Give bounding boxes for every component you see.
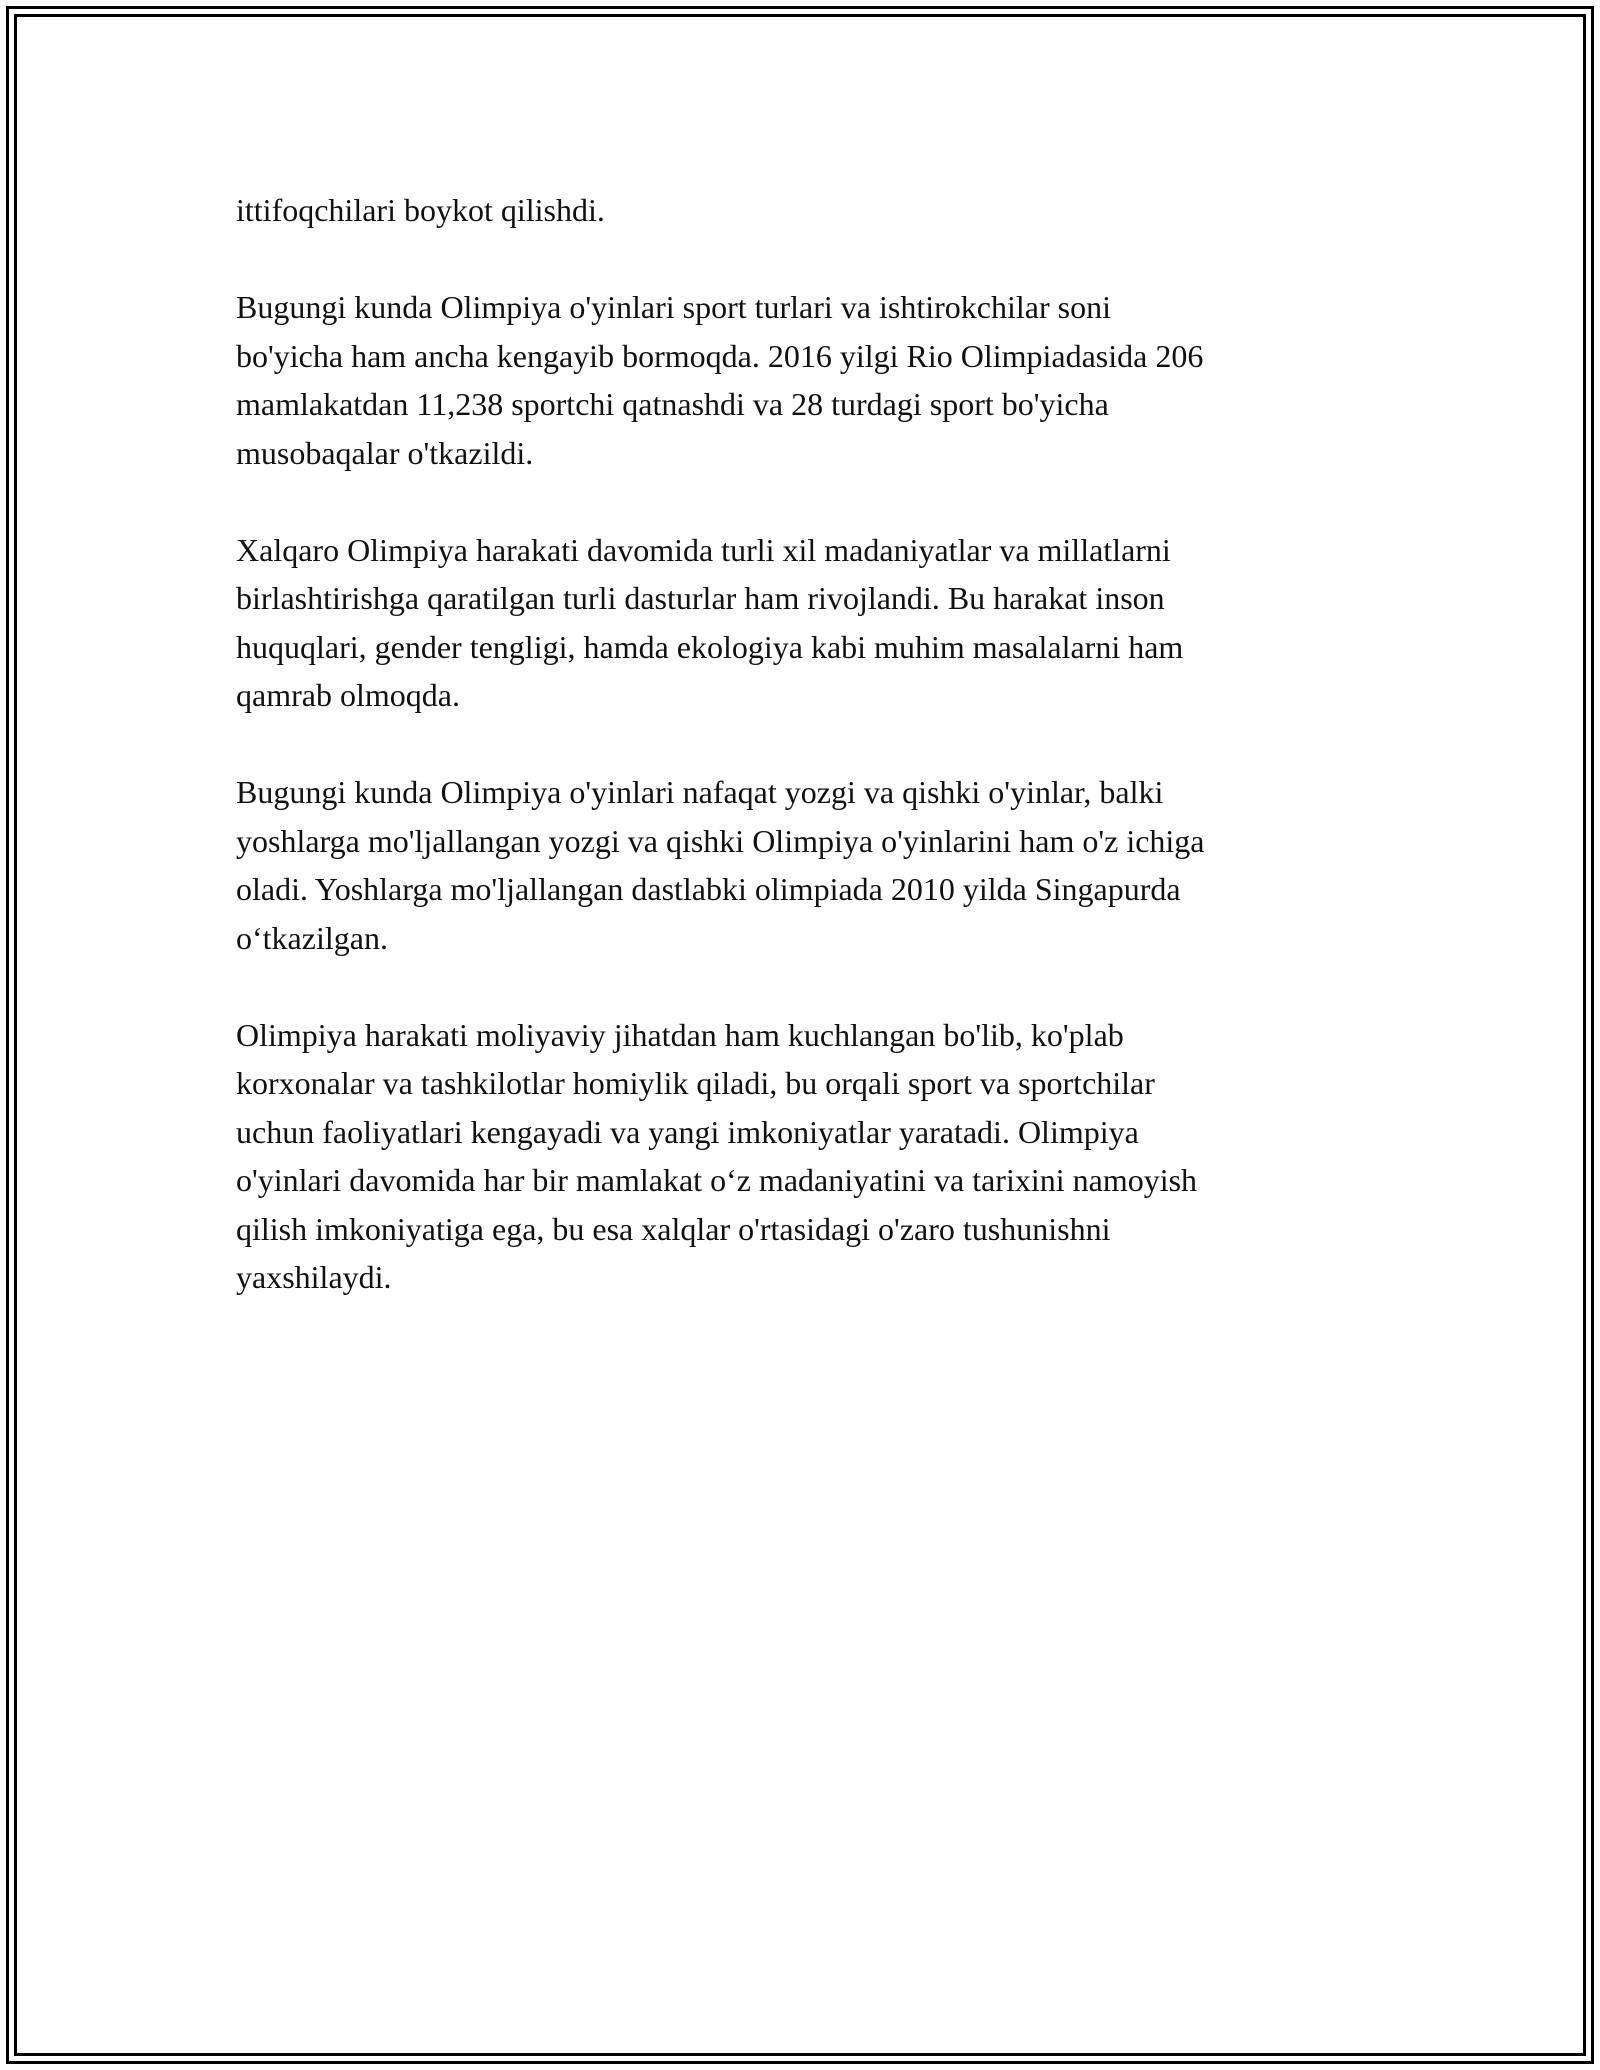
text-line: oladi. Yoshlarga mo'ljallangan dastlabki olimpiada 2010 yilda Singapurda <box>236 871 1181 907</box>
paragraph-3 <box>236 526 1366 720</box>
text-line: Bugungi kunda Olimpiya o'yinlari nafaqat yozgi va qishki o'yinlar, balki <box>236 774 1164 810</box>
text-line: Xalqaro Olimpiya harakati davomida turli xil madaniyatlar va millatlarni <box>236 531 1171 568</box>
text-line: yoshlarga mo'ljallangan yozgi va qishki Olimpiya o'yinlarini ham o'z ichiga <box>236 822 1205 859</box>
text-line: birlashtirishga qaratilgan turli dasturlar ham rivojlandi. Bu harakat inson <box>236 580 1165 616</box>
text-line: uchun faoliyatlari kengayadi va yangi imkoniyatlar yaratadi. Olimpiya <box>236 1113 1139 1150</box>
text-line: yaxshilaydi. <box>236 1259 392 1295</box>
text-line: Olimpiya harakati moliyaviy jihatdan ham kuchlangan bo'lib, ko'plab <box>236 1016 1124 1053</box>
text-line: o‘tkazilgan. <box>236 919 388 956</box>
text-line: Bugungi kunda Olimpiya o'yinlari sport turlari va ishtirokchilar soni <box>236 289 1111 325</box>
text-line: korxonalar va tashkilotlar homiylik qiladi, bu orqali sport va sportchilar <box>236 1065 1155 1101</box>
paragraph-1 <box>236 186 1366 235</box>
paragraph-5 <box>236 1011 1366 1302</box>
text-line: qamrab olmoqda. <box>236 677 460 713</box>
text-line: qilish imkoniyatiga ega, bu esa xalqlar o'rtasidagi o'zaro tushunishni <box>236 1210 1111 1247</box>
text-line: mamlakatdan 11,238 sportchi qatnashdi va 28 turdagi sport bo'yicha <box>236 386 1109 422</box>
paragraph-4 <box>236 768 1366 962</box>
text-line: musobaqalar o'tkazildi. <box>236 434 534 471</box>
document-body <box>236 186 1366 1350</box>
text-line: o'yinlari davomida har bir mamlakat o‘z madaniyatini va tarixini namoyish <box>236 1162 1198 1198</box>
text-line: ittifoqchilari boykot qilishdi. <box>236 192 605 228</box>
text-line: bo'yicha ham ancha kengayib bormoqda. 2016 yilgi Rio Olimpiadasida 206 <box>236 337 1204 374</box>
paragraph-2 <box>236 283 1366 477</box>
text-line: huquqlari, gender tengligi, hamda ekologiya kabi muhim masalalarni ham <box>236 628 1184 665</box>
